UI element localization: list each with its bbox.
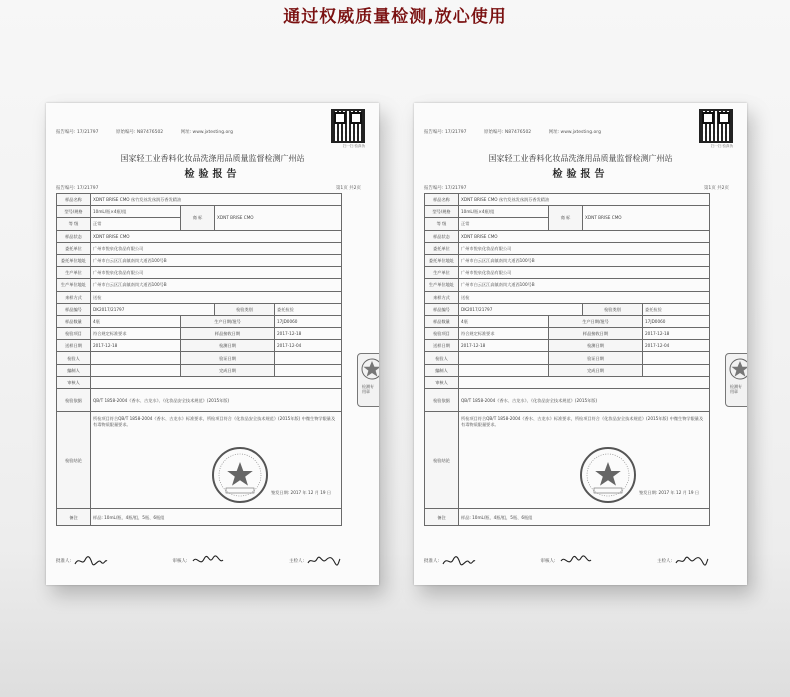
report-number: 报告编号: 17/21797 (56, 186, 99, 191)
table-value: 正常 (459, 218, 549, 230)
qr-code-icon (331, 109, 365, 143)
banner-title: 通过权威质量检测,放心使用 (283, 7, 507, 27)
table-value: 送检 (91, 291, 342, 303)
table-label: 样品名称 (425, 194, 459, 206)
handwritten-signature-icon (675, 555, 709, 567)
table-value: DK2017/21797 (91, 303, 215, 315)
table-label: 型号/规格 (57, 206, 91, 218)
signature-reviewer (540, 555, 592, 567)
table-row (425, 242, 710, 254)
table-label: 验证日期 (549, 352, 643, 364)
table-value (459, 364, 549, 376)
editor-label: 主检人: (288, 559, 304, 564)
report-meta-line (56, 129, 306, 135)
signature-reviewer (172, 555, 224, 567)
table-label: 检验类别 (215, 303, 275, 315)
table-value: 广州市悦泉化妆品有限公司 (91, 267, 342, 279)
qr-code-icon (699, 109, 733, 143)
table-value: 2017-12-18 (459, 340, 549, 352)
table-row (57, 279, 342, 291)
issue-date: 签发日期: 2017 年 12 月 19 日 (271, 490, 332, 495)
table-label: 生产单位 (57, 267, 91, 279)
table-value (275, 352, 342, 364)
table-value: 4瓶 (91, 315, 181, 327)
table-label: 检测日期 (181, 340, 275, 352)
table-row (57, 194, 342, 206)
side-stamp-text: 检测专用章 (730, 384, 742, 394)
page-number: 第1页 共2页 (703, 186, 729, 191)
table-value: XDNT BRISE CMO 丝竹发丝发丝润芬香发精油 (91, 194, 342, 206)
table-row (57, 376, 342, 388)
handwritten-signature-icon (74, 555, 108, 567)
table-label: 检验结论 (425, 412, 459, 509)
table-row (57, 303, 342, 315)
table-label: 检验结论 (57, 412, 91, 509)
table-label: 完成日期 (181, 364, 275, 376)
table-value: 委托检验 (275, 303, 342, 315)
table-row (57, 206, 342, 218)
meta-website: 网址: www.jxtesting.org (548, 130, 601, 135)
table-label: 检验类别 (583, 303, 643, 315)
handwritten-signature-icon (307, 555, 341, 567)
table-row (57, 340, 342, 352)
table-label: 委托单位地址 (57, 254, 91, 266)
table-label: 委托单位地址 (425, 254, 459, 266)
table-row (57, 254, 342, 266)
table-row (425, 509, 710, 526)
table-value: QB/T 1858-2004《香水、古龙水》、《化妆品安全技术规范》(2015年版) (459, 389, 710, 412)
handwritten-signature-icon (559, 555, 593, 567)
table-row (57, 509, 342, 526)
table-label: 样品数量 (57, 315, 91, 327)
table-value: 广州市悦泉化妆品有限公司 (91, 242, 342, 254)
table-row (57, 242, 342, 254)
table-label: 商 标 (549, 206, 583, 230)
table-row (425, 206, 710, 218)
table-label: 样品编号 (425, 303, 459, 315)
table-row (57, 412, 342, 509)
table-label: 检验项目 (57, 328, 91, 340)
table-row (425, 267, 710, 279)
table-value: 正常 (91, 218, 181, 230)
table-label: 审核人 (57, 376, 91, 388)
table-value: 广州市白云区江高镇南岗大道西100号B (459, 254, 710, 266)
meta-report-no: 报告编号: 17/21797 (424, 130, 467, 135)
table-row (425, 315, 710, 327)
table-value: 送检 (459, 291, 710, 303)
report-title: 检验报告 (184, 169, 241, 180)
table-label: 编制人 (425, 364, 459, 376)
report-meta-line (424, 129, 674, 135)
table-label: 检验人 (425, 352, 459, 364)
table-value: 符合规定标准要求 (459, 328, 549, 340)
conclusion-cell (91, 412, 342, 509)
report-table (56, 193, 342, 526)
table-value: 样品: 10mL/瓶、4瓶/组，5瓶、6瓶组 (459, 509, 710, 526)
meta-ref-no: 原始编号: N87476502 (115, 130, 164, 135)
table-label: 样品接收日期 (549, 328, 643, 340)
table-value: 2017-12-04 (643, 340, 710, 352)
meta-website: 网址: www.jxtesting.org (180, 130, 233, 135)
side-stamp-text: 检测专用章 (362, 384, 374, 394)
signature-editor (657, 555, 709, 567)
table-label: 商 标 (181, 206, 215, 230)
meta-ref-no: 原始编号: N87476502 (483, 130, 532, 135)
reviewer-label: 审核人: (172, 559, 188, 564)
signature-editor (289, 555, 341, 567)
table-label: 验证日期 (181, 352, 275, 364)
table-label: 样品名称 (57, 194, 91, 206)
star-seal-icon (729, 358, 747, 380)
table-value (459, 376, 710, 388)
table-value: 广州市白云区江高镇南岗大道西100号B (91, 254, 342, 266)
table-value: XDNT BRISE CMO (583, 206, 710, 230)
handwritten-signature-icon (442, 555, 476, 567)
table-label: 检验项目 (425, 328, 459, 340)
table-label: 样品数量 (425, 315, 459, 327)
table-value: 委托检验 (643, 303, 710, 315)
table-value: XDNT BRISE CMO (215, 206, 342, 230)
report-number: 报告编号: 17/21797 (424, 186, 467, 191)
table-value: DK2017/21797 (459, 303, 583, 315)
table-label: 送样日期 (57, 340, 91, 352)
table-value: 2017-12-04 (275, 340, 342, 352)
table-row (425, 328, 710, 340)
table-row (425, 352, 710, 364)
official-seal-icon (579, 446, 637, 504)
reviewer-label: 审核人: (540, 559, 556, 564)
table-row (57, 230, 342, 242)
table-value (275, 364, 342, 376)
table-row (57, 328, 342, 340)
table-label: 来样方式 (425, 291, 459, 303)
table-row (425, 376, 710, 388)
table-value: 2017-12-18 (91, 340, 181, 352)
signature-approver (424, 555, 476, 567)
conclusion-cell (459, 412, 710, 509)
table-label: 备注 (425, 509, 459, 526)
table-value (643, 352, 710, 364)
table-row (57, 364, 342, 376)
table-row (425, 254, 710, 266)
report-sheet-right (414, 103, 747, 585)
table-label: 送样日期 (425, 340, 459, 352)
table-row (425, 340, 710, 352)
qr-caption: 扫一扫 验真伪 (710, 144, 733, 148)
table-value (91, 352, 181, 364)
table-row (425, 412, 710, 509)
table-label: 等 级 (425, 218, 459, 230)
table-value: 广州市悦泉化妆品有限公司 (459, 267, 710, 279)
table-value: 广州市白云区江高镇南岗大道西100号B (459, 279, 710, 291)
table-row (57, 352, 342, 364)
table-row (425, 303, 710, 315)
table-row (57, 389, 342, 412)
table-label: 生产日期/批号 (549, 315, 643, 327)
table-label: 样品状态 (57, 230, 91, 242)
table-value: XDNT BRISE CMO (459, 230, 710, 242)
table-row (425, 279, 710, 291)
table-value: 样品: 10mL/瓶、4瓶/组，5瓶、6瓶组 (91, 509, 342, 526)
page-number: 第1页 共2页 (335, 186, 361, 191)
table-value: 4瓶 (459, 315, 549, 327)
seal-area (461, 428, 707, 498)
table-label: 来样方式 (57, 291, 91, 303)
table-value: 17JD0060 (275, 315, 342, 327)
approver-label: 批准人: (424, 559, 440, 564)
table-value (91, 364, 181, 376)
table-value: 2017-12-18 (643, 328, 710, 340)
table-label: 检验依据 (425, 389, 459, 412)
table-label: 等 级 (57, 218, 91, 230)
approver-label: 批准人: (56, 559, 72, 564)
table-label: 生产单位 (425, 267, 459, 279)
table-value: 10mL/瓶×4瓶/组 (91, 206, 181, 218)
table-label: 生产单位地址 (425, 279, 459, 291)
table-row (57, 267, 342, 279)
signature-approver (56, 555, 108, 567)
table-label: 生产日期/批号 (181, 315, 275, 327)
table-row (425, 389, 710, 412)
table-label: 审核人 (425, 376, 459, 388)
table-label: 型号/规格 (425, 206, 459, 218)
side-stamp (357, 353, 379, 407)
table-value: QB/T 1858-2004《香水、古龙水》、《化妆品安全技术规范》(2015年版) (91, 389, 342, 412)
table-label: 委托单位 (425, 242, 459, 254)
table-row (57, 291, 342, 303)
table-label: 样品接收日期 (181, 328, 275, 340)
table-value: XDNT BRISE CMO (91, 230, 342, 242)
table-label: 样品状态 (425, 230, 459, 242)
report-sheet-left (46, 103, 379, 585)
seal-area (93, 428, 339, 498)
table-label: 备注 (57, 509, 91, 526)
handwritten-signature-icon (191, 555, 225, 567)
table-value: 17JD0060 (643, 315, 710, 327)
table-row (425, 291, 710, 303)
report-table (424, 193, 710, 526)
side-stamp (725, 353, 747, 407)
table-row (425, 194, 710, 206)
table-value: XDNT BRISE CMO 丝竹发丝发丝润芬香发精油 (459, 194, 710, 206)
table-label: 完成日期 (549, 364, 643, 376)
star-seal-icon (361, 358, 379, 380)
table-value: 2017-12-18 (275, 328, 342, 340)
meta-report-no: 报告编号: 17/21797 (56, 130, 99, 135)
table-value: 广州市白云区江高镇南岗大道西100号B (91, 279, 342, 291)
signature-row (56, 553, 341, 569)
table-label: 委托单位 (57, 242, 91, 254)
table-label: 检测日期 (549, 340, 643, 352)
table-label: 生产单位地址 (57, 279, 91, 291)
table-label: 样品编号 (57, 303, 91, 315)
signature-row (424, 553, 709, 569)
table-value: 广州市悦泉化妆品有限公司 (459, 242, 710, 254)
table-value (459, 352, 549, 364)
institute-name: 国家轻工业香料化妆品洗涤用品质量监督检测广州站 (488, 154, 673, 163)
table-value (643, 364, 710, 376)
qr-caption: 扫一扫 验真伪 (342, 144, 365, 148)
issue-date: 签发日期: 2017 年 12 月 19 日 (639, 490, 700, 495)
table-row (57, 315, 342, 327)
table-value: 10mL/瓶×4瓶/组 (459, 206, 549, 218)
report-title: 检验报告 (552, 169, 609, 180)
conclusion-text: 所检项目符合QB/T 1858-2004《香水、古龙水》标准要求，所检项目符合《化妆品安全技术规范》(2015年版) 中微生物学限量及有毒物质限量要求。 (461, 416, 704, 427)
table-row (425, 364, 710, 376)
institute-name: 国家轻工业香料化妆品洗涤用品质量监督检测广州站 (120, 154, 305, 163)
official-seal-icon (211, 446, 269, 504)
table-value: 符合规定标准要求 (91, 328, 181, 340)
table-label: 编制人 (57, 364, 91, 376)
editor-label: 主检人: (656, 559, 672, 564)
table-label: 检验人 (57, 352, 91, 364)
table-value (91, 376, 342, 388)
table-label: 检验依据 (57, 389, 91, 412)
conclusion-text: 所检项目符合QB/T 1858-2004《香水、古龙水》标准要求，所检项目符合《化妆品安全技术规范》(2015年版) 中微生物学限量及有毒物质限量要求。 (93, 416, 336, 427)
table-row (425, 230, 710, 242)
